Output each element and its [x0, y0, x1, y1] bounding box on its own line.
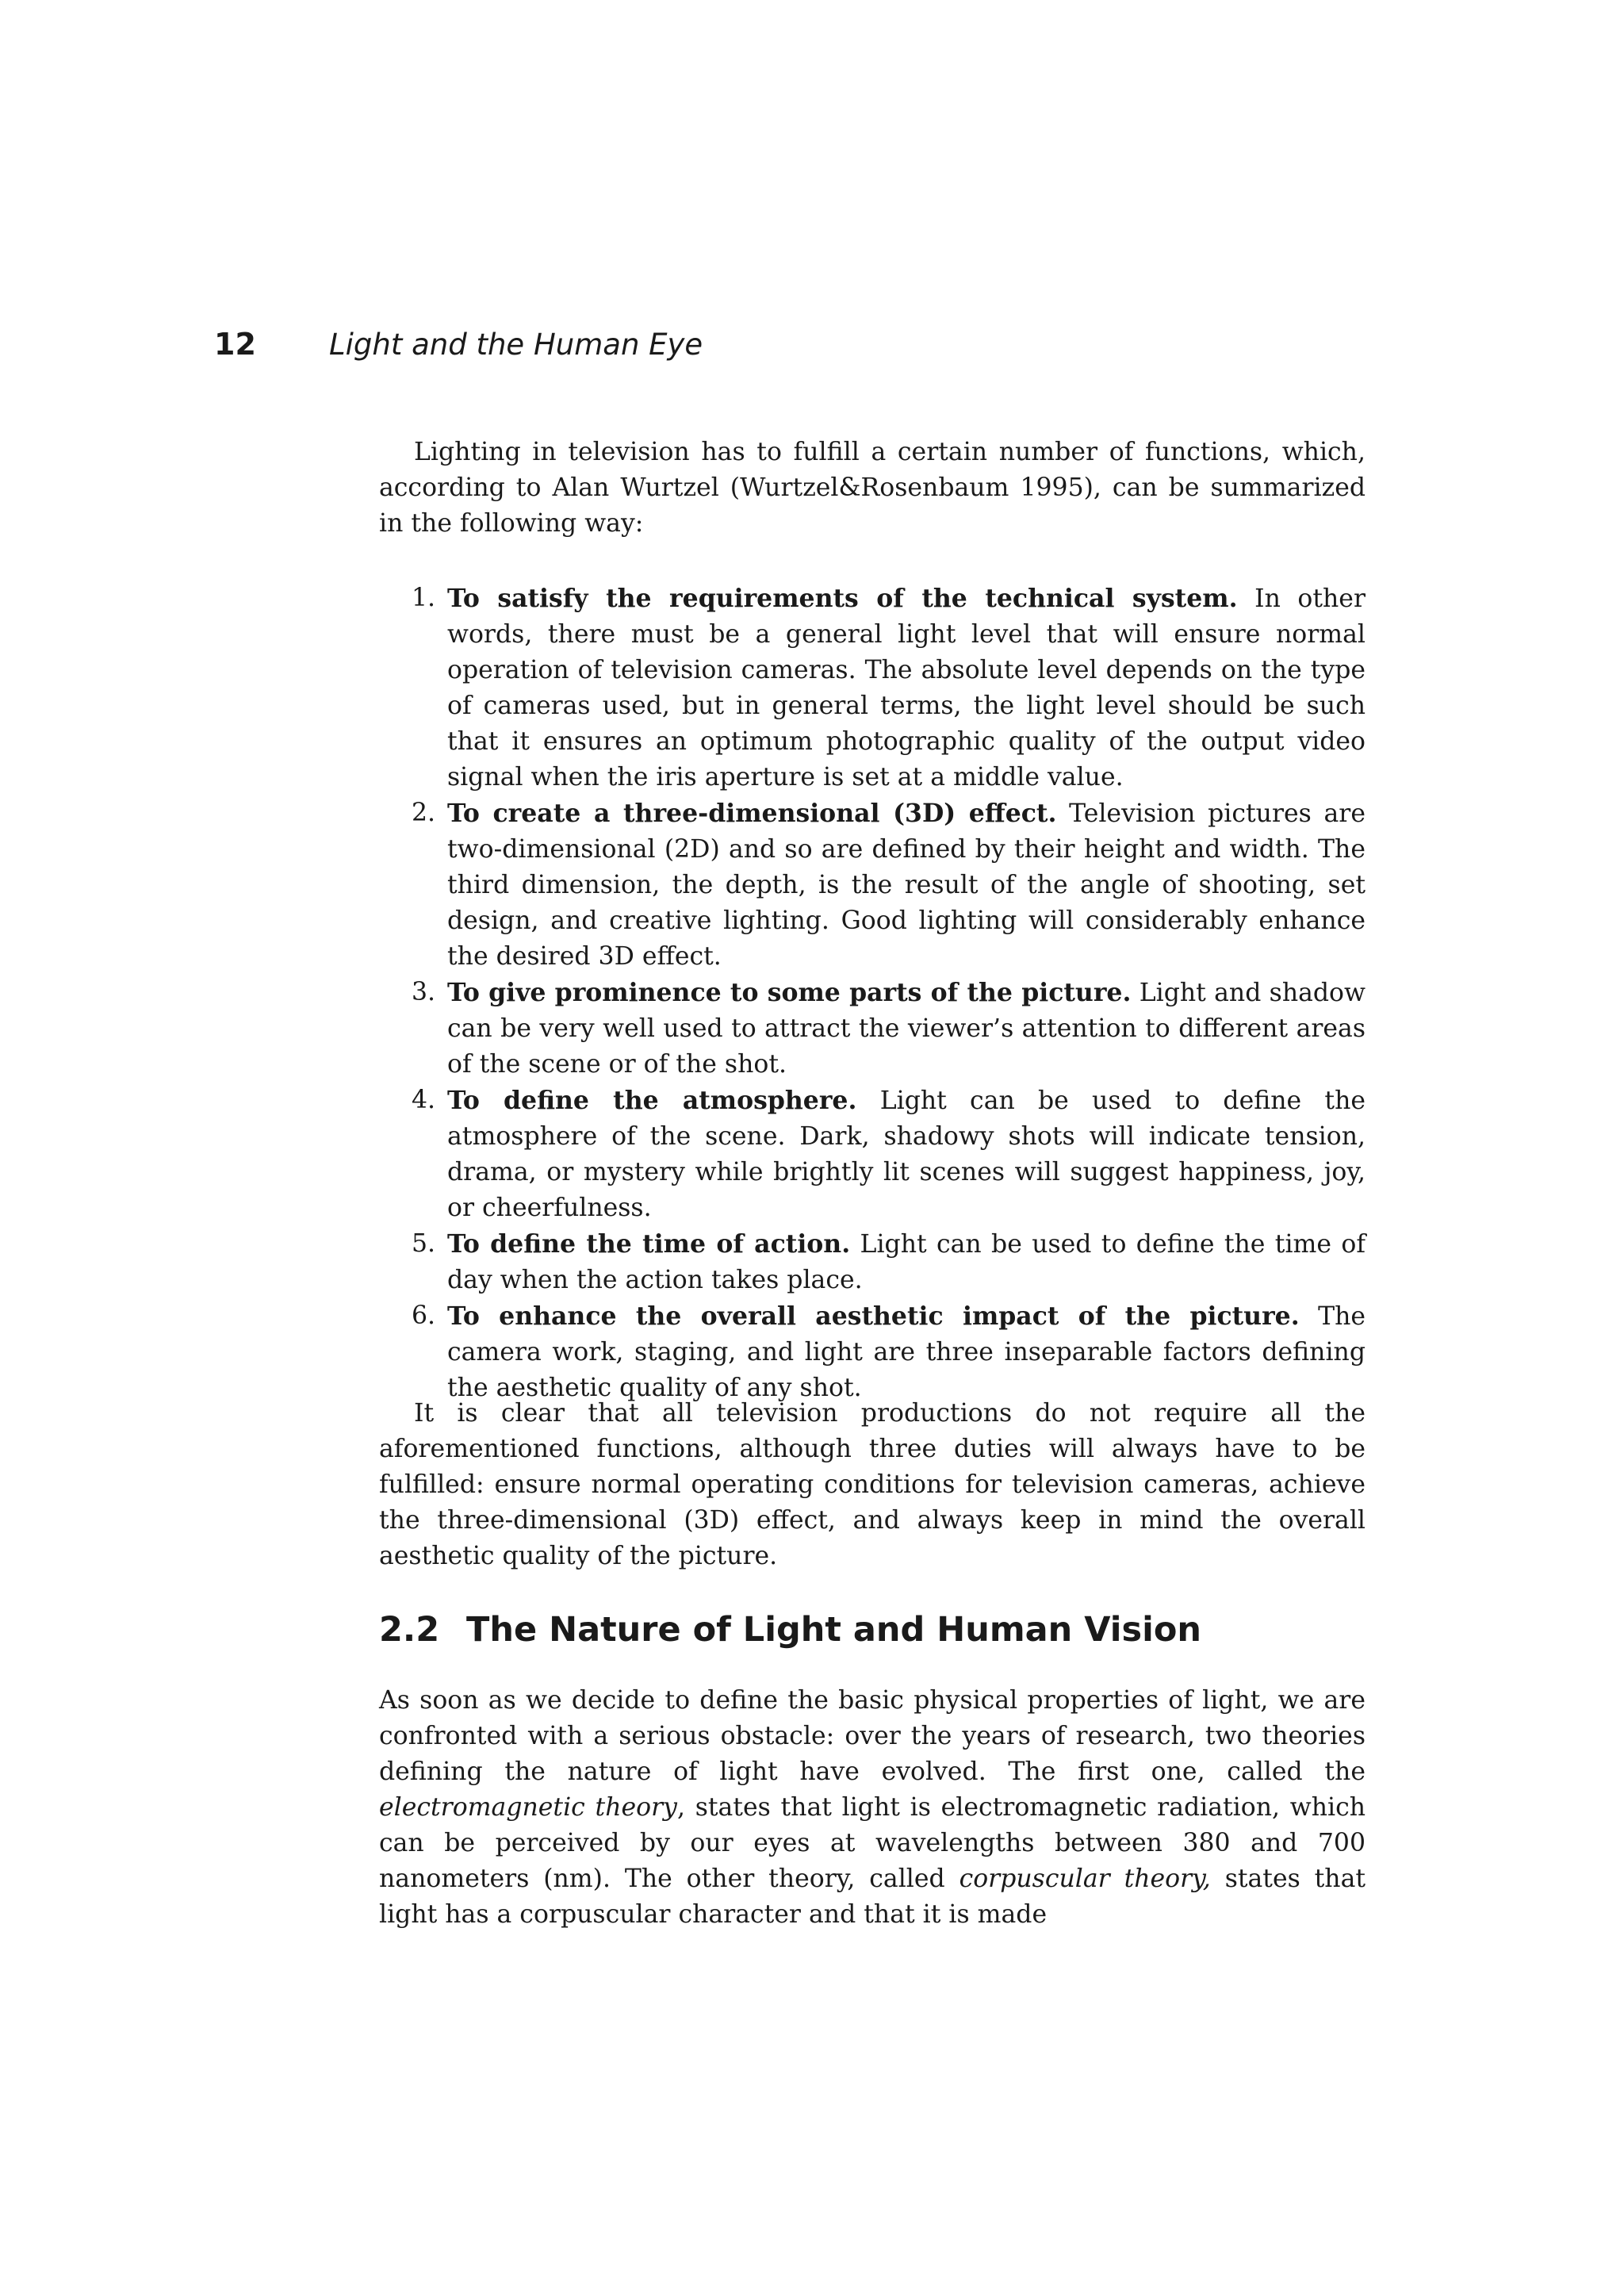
list-item-number: 2.	[412, 799, 436, 827]
list-item	[379, 1226, 1365, 1298]
list-item-number: 4.	[412, 1086, 436, 1114]
list-item	[379, 795, 1365, 975]
list-item-lead: To define the time of action.	[447, 1229, 851, 1259]
list-item-text: Light can be used to define the time of day when the action takes place.	[447, 1230, 1366, 1294]
section-number: 2.2	[379, 1610, 440, 1650]
list-item-text: The camera work, staging, and light are three inseparable factors defining the aesthetic quality of any shot.	[447, 1302, 1366, 1402]
term-corpuscular-theory: corpuscular theory,	[959, 1865, 1211, 1893]
list-item	[379, 1298, 1365, 1406]
list-item-number: 3.	[412, 978, 436, 1006]
running-title: Light and the Human Eye	[329, 328, 703, 362]
list-item-number: 6.	[412, 1301, 436, 1330]
section-text-part: As soon as we decide to define the basic physical properties of light, we are confronted with a serious obstacle: over the years of research, two theories defining the nature of light have evolved. The first one, called the	[379, 1686, 1365, 1786]
intro-paragraph	[379, 435, 1365, 542]
list-item-text: In other words, there must be a general light level that will ensure normal operation of television cameras. The absolute level depends on the type of cameras used, but in general terms, the light level should be such that it ensures an optimum photographic quality of the output video signal when the iris aperture is set at a middle value.	[447, 585, 1366, 792]
list-item-text: Television pictures are two-dimensional (2D) and so are defined by their height and width. The third dimension, the depth, is the result of the angle of shooting, set design, and creative lighting. Good lighting will considerably enhance the desired 3D effect.	[447, 799, 1366, 971]
term-electromagnetic-theory: electromagnetic theory	[379, 1793, 677, 1822]
list-item	[379, 581, 1365, 795]
section-paragraph	[379, 1683, 1365, 1933]
closing-text: It is clear that all television productions do not require all the aforementioned functions, although three duties will always have to be fulfilled: ensure normal operating conditions for television cameras, achieve the three-dimensional (3D) effect, and always keep in mind the overall aesthetic quality of the picture.	[379, 1399, 1365, 1570]
list-item-text: Light can be used to define the atmosphere of the scene. Dark, shadowy shots will indicate tension, drama, or mystery while brightly lit scenes will suggest happiness, joy, or cheerfulness.	[447, 1087, 1366, 1222]
list-item-lead: To satisfy the requirements of the technical system.	[447, 584, 1238, 613]
functions-list	[379, 581, 1365, 1406]
page-number: 12	[214, 327, 256, 362]
closing-paragraph	[379, 1396, 1365, 1574]
page-header	[214, 327, 703, 366]
list-item-text: Light and shadow can be very well used to attract the viewer’s attention to different areas of the scene or of the shot.	[447, 979, 1365, 1079]
section-text-part: , states that light is electromagnetic radiation, which can be perceived by our eyes at wavelengths between 380 and 700 nanometers (nm). The other theory, called	[379, 1793, 1366, 1893]
intro-text: Lighting in television has to fulfill a certain number of functions, which, according to Alan Wurtzel (Wurtzel&Rosenbaum 1995), can be summarized in the following way:	[379, 438, 1365, 538]
section-text-part: states that light has a corpuscular character and that it is made	[379, 1865, 1366, 1929]
list-item-number: 1.	[412, 584, 436, 612]
list-item-lead: To give prominence to some parts of the picture.	[447, 978, 1132, 1007]
list-item-lead: To define the atmosphere.	[447, 1086, 857, 1115]
section-title: The Nature of Light and Human Vision	[466, 1610, 1201, 1650]
list-item	[379, 1083, 1365, 1226]
list-item-number: 5.	[412, 1229, 436, 1258]
section-heading	[379, 1606, 1365, 1654]
list-item	[379, 975, 1365, 1083]
list-item-lead: To create a three-dimensional (3D) effect.	[447, 799, 1057, 828]
section-text	[379, 1683, 1365, 1933]
list-item-lead: To enhance the overall aesthetic impact of the picture.	[447, 1301, 1300, 1331]
